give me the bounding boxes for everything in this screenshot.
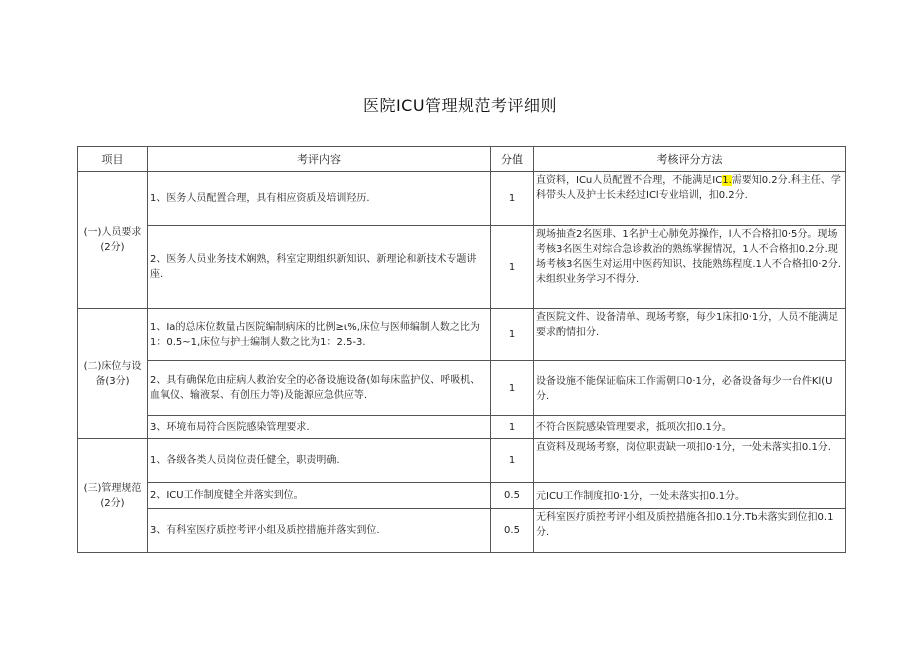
table-row [78,509,846,553]
score-cell: 1 [491,226,534,309]
table-row [78,361,846,416]
content-cell: 1、各级各类人员岗位责任健全，职责明确. [148,439,491,483]
category-management: (三)管理规范(2分) [78,439,148,553]
content-cell: 3、环境布局符合医院感染管理要求. [148,416,491,439]
method-cell [534,172,846,226]
page-title: 医院ICU管理规范考评细则 [362,96,558,115]
header-method: 考核评分方法 [534,147,846,172]
score-cell: 1 [491,416,534,439]
method-cell: 现场抽查2名医琲、1名护士心肺免苏操作，l人不合格扣0·5分。现场考核3名医生对综合急诊救治的熟练掌握情况，1人不合格扣0.2分.现场考核3名医生对运用中医药知识、技能熟练程度.1人不合格扣0·2分.未组织业务学习不得分. [534,226,846,309]
header-score: 分值 [491,147,534,172]
header-content: 考评内容 [148,147,491,172]
method-cell: 设备设施不能保证临床工作需朝口0·1分，必备设备每少一台件Kl(U分. [534,361,846,416]
method-cell: 不符合医院感染管理要求，抵项次扣0.1分。 [534,416,846,439]
method-cell: 查医院文件、设备清单、现场考察，每少1床扣0·1分，人员不能满足要求酌情扣分. [534,309,846,361]
content-cell: 2、医务人员业务技术娴熟，科室定期组织新知识、新理论和新技术专题讲座. [148,226,491,309]
table-row [78,439,846,483]
method-cell: 直资料及现场考察，岗位职责缺一项扣0·1分，一处未落实扣0.1分. [534,439,846,483]
category-beds-equipment: (二)床位与设备(3分) [78,309,148,439]
score-cell: 1 [491,309,534,361]
score-cell: 1 [491,361,534,416]
score-cell: 1 [491,439,534,483]
score-cell: 0.5 [491,509,534,553]
header-item: 项目 [78,147,148,172]
content-cell: 1、Ia的总床位数量占医院编制病床的比例≥ι%,床位与医师编制人数之比为1：0.5~1,床位与护士编制人数之比为1：2.5-3. [148,309,491,361]
header-row [78,147,846,172]
score-cell: 0.5 [491,483,534,509]
method-cell: 无科室医疗质控考评小组及质控措施各扣0.1分.Tb未落实到位扣0.1分. [534,509,846,553]
method-text: 需要知0.2分.科主任、学科带头人及护士长未经过ICl专业培训，扣0.2分. [536,175,841,201]
method-text: 直资料，ICu人员配置不合理，不能满足IC [536,175,723,186]
content-cell: 3、有科室医疗质控考评小组及质控措施并落实到位. [148,509,491,553]
content-cell: 2、具有确保危由症病人救治安全的必备设施设备(如每床监护仪、呼吸机、血氧仪、输液泵、有创压力等)及能源应急供应等. [148,361,491,416]
highlighted-text: 1. [722,175,732,186]
table-row [78,309,846,361]
table-row [78,483,846,509]
content-cell: 1、医务人员配置合理，具有相应资质及培训羟历. [148,172,491,226]
method-cell: 元ICU工作制度扣0·1分，一处未落实扣0.1分。 [534,483,846,509]
evaluation-table [77,146,846,553]
table-row [78,226,846,309]
category-staff: (一)人员要求(2分) [78,172,148,309]
table-row [78,416,846,439]
table-row [78,172,846,226]
content-cell: 2、ICU工作制度健全并落实到位。 [148,483,491,509]
score-cell: 1 [491,172,534,226]
